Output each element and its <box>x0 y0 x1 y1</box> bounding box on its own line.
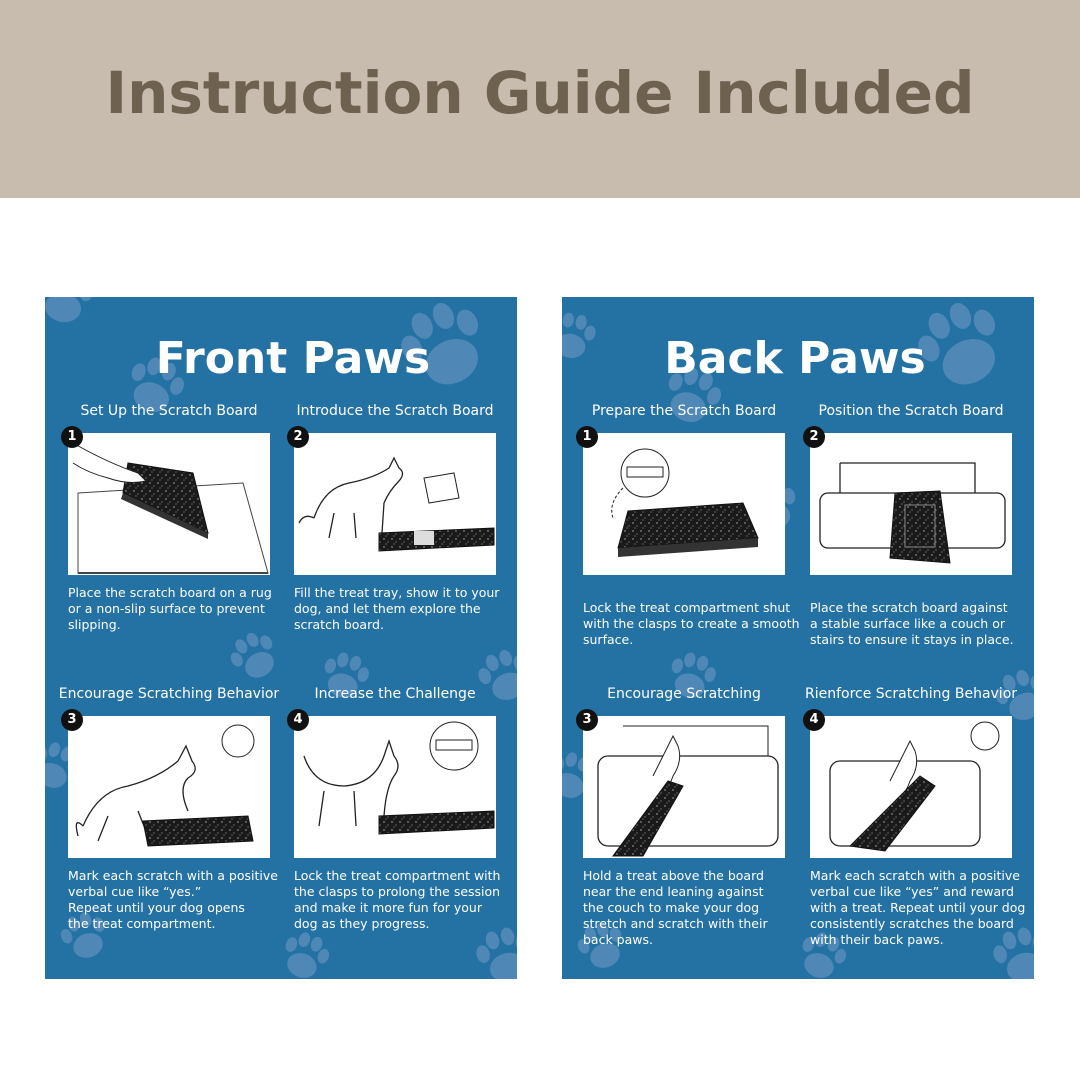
increase-challenge-illustration <box>294 716 496 858</box>
position-board-illustration <box>810 433 1012 575</box>
step-number-badge: 4 <box>287 709 309 731</box>
back-paws-card <box>562 297 1034 979</box>
step-description: Fill the treat tray, show it to your dog, and let them explore the scratch board. <box>294 585 500 632</box>
step-description: Place the scratch board against a stable surface like a couch or stairs to ensure it stays in place. <box>810 600 1014 647</box>
step-title: Rienforce Scratching Behavior <box>804 686 1018 702</box>
step-description: Mark each scratch with a positive verbal cue like “yes.” Repeat until your dog opens the treat compartment. <box>68 868 278 931</box>
encourage-scratching-illustration <box>583 716 785 858</box>
step-description: Hold a treat above the board near the end leaning against the couch to make your dog stretch and scratch with their back paws. <box>583 868 768 947</box>
step-number-badge: 2 <box>803 426 825 448</box>
step-title: Encourage Scratching Behavior <box>58 686 280 702</box>
step-title: Introduce the Scratch Board <box>296 403 494 419</box>
step-number-badge: 4 <box>803 709 825 731</box>
step-number-badge: 2 <box>287 426 309 448</box>
step-number-badge: 1 <box>61 426 83 448</box>
step-description: Lock the treat compartment shut with the clasps to create a smooth surface. <box>583 600 800 647</box>
prepare-board-illustration <box>583 433 785 575</box>
step-title: Increase the Challenge <box>314 686 476 702</box>
setup-board-illustration <box>68 433 270 575</box>
front-paws-card <box>45 297 517 979</box>
step-description: Mark each scratch with a positive verbal cue like “yes” and reward with a treat. Repeat until your dog consistently scratches the board with their back paws. <box>810 868 1026 947</box>
step-description: Lock the treat compartment with the clasps to prolong the session and make it more fun for your dog as they progress. <box>294 868 501 931</box>
banner-title: Instruction Guide Included <box>105 59 975 127</box>
scratching-behavior-illustration <box>68 716 270 858</box>
step-number-badge: 1 <box>576 426 598 448</box>
reinforce-scratching-illustration <box>810 716 1012 858</box>
step-title: Encourage Scratching <box>607 686 761 702</box>
step-number-badge: 3 <box>576 709 598 731</box>
step-description: Place the scratch board on a rug or a non-slip surface to prevent slipping. <box>68 585 272 632</box>
banner <box>0 0 1080 198</box>
introduce-board-illustration <box>294 433 496 575</box>
card-title: Back Paws <box>664 333 926 384</box>
card-title: Front Paws <box>155 333 431 384</box>
step-number-badge: 3 <box>61 709 83 731</box>
step-title: Prepare the Scratch Board <box>591 403 777 419</box>
step-title: Set Up the Scratch Board <box>80 403 258 419</box>
step-title: Position the Scratch Board <box>818 403 1004 419</box>
